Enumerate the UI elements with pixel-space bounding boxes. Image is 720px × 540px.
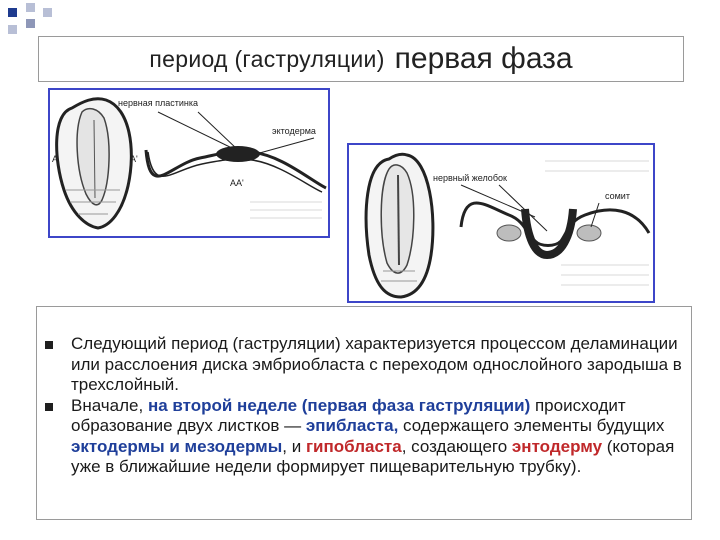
bullet-2-highlight-hypoblast: гипобласта (305, 436, 402, 456)
label-a-prime: А' (130, 154, 138, 164)
bullet-2-plain: , и (282, 436, 306, 456)
square-bullet-icon (45, 341, 53, 349)
bullet-2-highlight-week: на второй неделе (первая фаза гаструляции) (147, 395, 531, 415)
square-bullet-icon (45, 403, 53, 411)
content-box (36, 306, 692, 520)
bullet-item-1 (37, 334, 683, 396)
corner-square (8, 25, 17, 34)
label-ectoderm: эктодерма (272, 126, 316, 136)
corner-square (8, 8, 17, 17)
bullet-item-2 (37, 396, 683, 478)
bullet-2-plain: содержащего элементы будущих (398, 416, 665, 435)
figure-neural-groove (347, 143, 655, 303)
label-neural-groove: нервный желобок (433, 173, 507, 183)
label-somite: сомит (605, 191, 630, 201)
bullet-2-highlight-epiblast: эпибласта, (305, 416, 399, 435)
bullet-2-plain: , создающего (401, 436, 512, 456)
bullet-2-plain: происходит образование двух листков — (71, 395, 626, 435)
bullet-2-highlight-endoderm: энтодерму (511, 436, 603, 456)
title-part1: период (гаструляции) (149, 45, 385, 72)
corner-decoration (0, 0, 60, 40)
bullet-2-plain: Вначале, (71, 395, 148, 415)
label-a: А (52, 154, 59, 164)
label-neural-plate: нервная пластинка (118, 98, 199, 108)
bullet-1-text: Следующий период (гаструляции) характеризуется процессом деламинации или расслоения диска эмбриобласта с переходом однослойного зародыша в трехслойный. (71, 334, 682, 394)
corner-square (26, 3, 35, 12)
bullet-list (37, 334, 683, 478)
neural-groove-illustration (349, 145, 653, 301)
bullet-2-highlight-ecto-meso: эктодермы и мезодермы (71, 436, 283, 456)
bullet-2-plain: (которая уже в ближайшие недели формирует пищеварительную трубку). (71, 436, 675, 476)
title-part2: первая фаза (394, 42, 573, 75)
figure-neural-plate (48, 88, 330, 238)
corner-square (43, 8, 52, 17)
neural-plate-illustration (50, 90, 328, 236)
label-aa-prime: АА' (230, 178, 244, 188)
corner-square (26, 19, 35, 28)
slide-title (38, 36, 684, 82)
